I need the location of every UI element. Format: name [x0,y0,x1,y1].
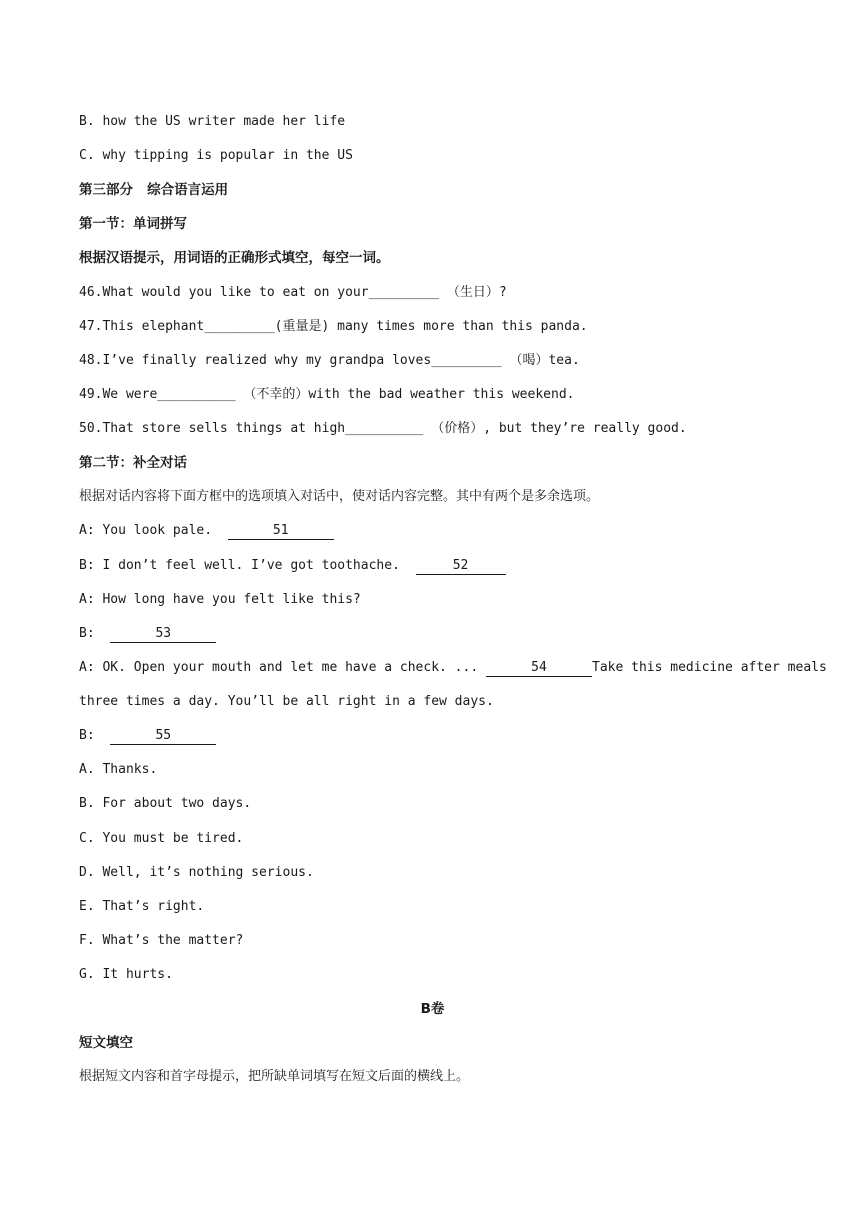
choice-d: D. Well, it’s nothing serious. [79,865,314,880]
section-two-heading: 第二节：补全对话 [79,455,187,471]
dialogue-text: B: I don’t feel well. I’ve got toothache. [79,558,400,573]
question-47: 47.This elephant_________(重量是) many times more than this panda. [79,319,588,334]
dialogue-line-5 [79,659,827,677]
choice-f: F. What’s the matter? [79,933,244,948]
section-one-instruction: 根据汉语提示，用词语的正确形式填空，每空一词。 [79,250,390,266]
dialogue-text: B: [79,728,95,743]
dialogue-text: B: [79,626,95,641]
blank-51: 51 [228,523,334,540]
question-49: 49.We were__________ （不幸的）with the bad weather this weekend. [79,387,575,402]
dialogue-line-1 [79,522,334,540]
option-b: B. how the US writer made her life [79,114,346,129]
blank-55: 55 [110,728,216,745]
part-three-heading: 第三部分 综合语言运用 [79,182,229,198]
dialogue-text: A: OK. Open your mouth and let me have a check. ... [79,660,479,675]
choice-g: G. It hurts. [79,967,173,982]
choice-c: C. You must be tired. [79,831,244,846]
choice-b: B. For about two days. [79,796,252,811]
question-46: 46.What would you like to eat on your_________ （生日）? [79,285,507,300]
part-b-heading: B卷 [420,1001,445,1017]
dialogue-line-4 [79,625,216,643]
dialogue-line-5-cont: three times a day. You’ll be all right in a few days. [79,694,494,709]
question-48: 48.I’ve finally realized why my grandpa loves_________ （喝）tea. [79,353,580,368]
section-one-heading: 第一节：单词拼写 [79,216,187,232]
section-two-instruction: 根据对话内容将下面方框中的选项填入对话中，使对话内容完整。其中有两个是多余选项。 [79,489,600,504]
question-50: 50.That store sells things at high__________ （价格）, but they’re really good. [79,421,687,436]
dialogue-text: A: You look pale. [79,523,213,538]
dialogue-line-2 [79,557,506,575]
choice-a: A. Thanks. [79,762,158,777]
cloze-heading: 短文填空 [79,1035,133,1051]
dialogue-text: Take this medicine after meals [592,660,827,675]
dialogue-line-6 [79,727,216,745]
blank-53: 53 [110,626,216,643]
dialogue-line-3: A: How long have you felt like this? [79,592,361,607]
blank-54: 54 [486,660,592,677]
cloze-instruction: 根据短文内容和首字母提示，把所缺单词填写在短文后面的横线上。 [79,1069,470,1084]
blank-52: 52 [416,558,506,575]
option-c: C. why tipping is popular in the US [79,148,353,163]
choice-e: E. That’s right. [79,899,205,914]
